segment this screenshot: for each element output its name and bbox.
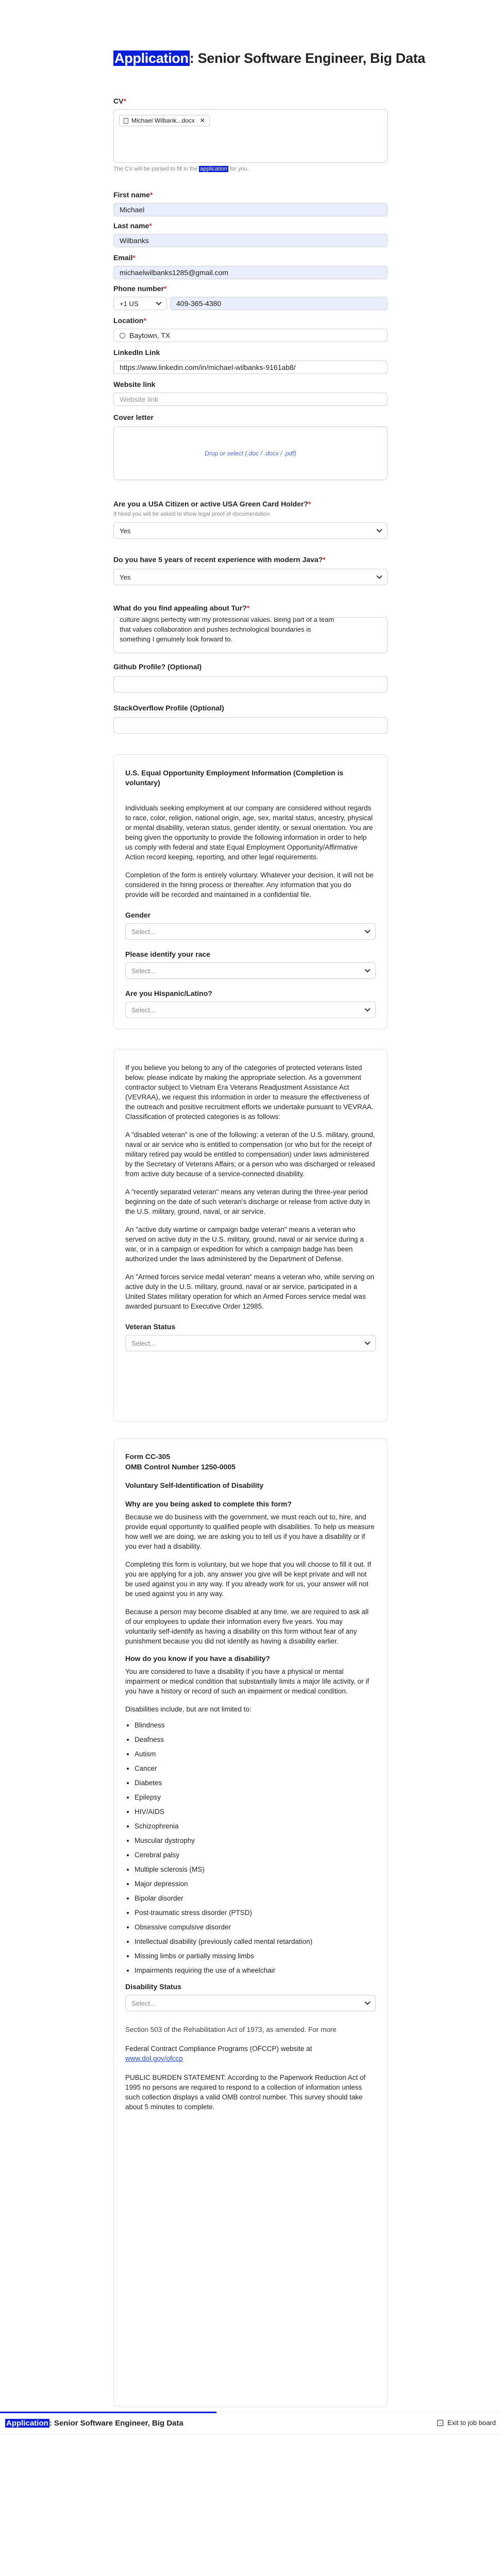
last-name-group: Last name* Wilbanks bbox=[113, 222, 388, 247]
appealing-label: What do you find appealing about Tur? bbox=[113, 604, 247, 612]
citizen-label: Are you a USA Citizen or active USA Green Card Holder? bbox=[113, 500, 308, 508]
linkedin-label: LinkedIn Link bbox=[113, 348, 160, 357]
cv-file-name: Michael Wilbank...docx bbox=[131, 117, 195, 124]
linkedin-group bbox=[113, 348, 388, 374]
burden-statement: PUBLIC BURDEN STATEMENT: According to the Paperwork Reduction Act of 1995 no persons are required to respond to a collection of information unless such collection displays a valid OMB control number. This survey should take about 5 minutes to complete. bbox=[125, 2074, 366, 2111]
email-group: Email* michaelwilbanks1285@gmail.com bbox=[113, 253, 388, 279]
disability-paragraph-2: Completing this form is voluntary, but we hope that you will choose to fill it out. If you are applying for a job, any answer you give will be kept private and will not be used against you in any way. If you already work for us, your answer will not be used against you in any way. bbox=[125, 1561, 371, 1598]
race-select[interactable]: Select... bbox=[125, 962, 376, 979]
list-item: • Major depression bbox=[135, 1879, 376, 1889]
how-paragraph: You are considered to have a disability if you have a physical or mental impairment or medical condition that substantially limits a major life activity, or if you have a history or record of such an impairment or medical condition. bbox=[125, 1668, 370, 1695]
stackoverflow-input[interactable] bbox=[113, 717, 388, 734]
stackoverflow-label: StackOverflow Profile (Optional) bbox=[113, 704, 224, 712]
list-item: • Diabetes bbox=[135, 1778, 376, 1788]
appealing-question: What do you find appealing about Tur?* culture aligns perfectly with my professional values. Being part of a team that values collaboration and pushes technological boundaries is something I genuinely look forward to. bbox=[113, 604, 388, 653]
location-input[interactable]: Baytown, TX bbox=[113, 329, 388, 342]
hispanic-select[interactable]: Select... bbox=[125, 1002, 376, 1018]
exit-link[interactable]: → Exit to job board bbox=[438, 2419, 496, 2427]
cv-label: CV bbox=[113, 97, 124, 105]
chevron-down-icon bbox=[376, 573, 382, 579]
phone-input[interactable]: 409-365-4380 bbox=[170, 297, 388, 310]
disability-section bbox=[113, 1438, 388, 2407]
veteran-status-label: Veteran Status bbox=[125, 1323, 176, 1331]
veteran-paragraph-3: A "recently separated veteran" means any veteran during the three-year period beginning on the date of such veteran's discharge or release from active duty in the U.S. military, ground, naval, or air service. bbox=[125, 1188, 370, 1215]
disability-paragraph-3: Because a person may become disabled at any time, we are required to ask all of our employees to update their information every five years. You may voluntarily self-identify as having a disability on this form without fear of any punishment because you did not identify as having a disability earlier. bbox=[125, 1608, 369, 1645]
list-item: • Impairments requiring the use of a wheelchair bbox=[135, 1965, 376, 1975]
list-item: • Blindness bbox=[135, 1720, 376, 1730]
chevron-down-icon bbox=[156, 299, 161, 305]
list-intro: Disabilities include, but are not limited to: bbox=[125, 1705, 252, 1713]
github-input[interactable] bbox=[113, 676, 388, 692]
list-item: • Bipolar disorder bbox=[135, 1893, 376, 1903]
chevron-down-icon bbox=[364, 1339, 370, 1345]
disability-title: Voluntary Self-Identification of Disability bbox=[125, 1481, 264, 1489]
location-label: Location bbox=[113, 316, 144, 325]
appealing-line-3: something I genuinely look forward to. bbox=[120, 635, 232, 643]
cv-section: CV* Michael Wilbank...docx ✕ The CV will be parsed to fill in the application for you. bbox=[113, 97, 388, 172]
linkedin-input[interactable]: https://www.linkedin.com/in/michael-wilbanks-9161ab8/ bbox=[113, 361, 388, 374]
title-rest: : Senior Software Engineer, Big Data bbox=[189, 50, 426, 66]
gender-select[interactable]: Select... bbox=[125, 923, 376, 940]
first-name-input[interactable]: Michael bbox=[113, 203, 388, 216]
last-name-input[interactable]: Wilbanks bbox=[113, 234, 388, 247]
chevron-down-icon bbox=[364, 927, 370, 933]
gender-label: Gender bbox=[125, 911, 151, 919]
exit-icon: → bbox=[438, 2419, 443, 2425]
list-item: • HIV/AIDS bbox=[135, 1807, 376, 1817]
list-item: • Autism bbox=[135, 1749, 376, 1759]
disability-list bbox=[125, 1720, 376, 1975]
hispanic-label: Are you Hispanic/Latino? bbox=[125, 989, 212, 997]
chevron-down-icon bbox=[364, 967, 370, 972]
list-item: • Cerebral palsy bbox=[135, 1850, 376, 1860]
search-icon bbox=[120, 333, 125, 338]
cover-letter-dropzone[interactable]: Drop or select (.doc / .docx / .pdf) bbox=[113, 427, 388, 480]
cv-note: The CV will be parsed to fill in the application for you. bbox=[113, 166, 249, 172]
form-id: Form CC-305 bbox=[125, 1452, 171, 1461]
sticky-title: Application : Senior Software Engineer, Big Data bbox=[6, 2419, 183, 2428]
citizen-select[interactable]: Yes bbox=[113, 522, 388, 539]
cv-dropzone[interactable] bbox=[113, 109, 388, 163]
list-item: • Multiple sclerosis (MS) bbox=[135, 1865, 376, 1874]
veteran-paragraph-1: If you believe you belong to any of the categories of protected veterans listed below, please indicate by making the appropriate selection. As a government contractor subject to Vietnam Era Veterans Readjustment Assistance Act (VEVRAA), we request this information in order to measure the effectiveness of the outreach and positive recruitment efforts we undertake pursuant to VEVRAA. Classification of protected categories is as follows: bbox=[125, 1064, 374, 1121]
section-503-text: Section 503 of the Rehabilitation Act of 1973, as amended. For more bbox=[125, 2026, 337, 2033]
how-heading: How do you know if you have a disability? bbox=[125, 1654, 270, 1663]
eeo-heading: U.S. Equal Opportunity Employment Information (Completion is voluntary) bbox=[125, 769, 344, 787]
why-paragraph: Because we do business with the government, we must reach out to, hire, and provide equal opportunity to qualified people with disabilities. To help us measure how well we are doing, we are asking you to tell us if you have a disability or if you ever had a disability. bbox=[125, 1513, 375, 1550]
close-icon[interactable]: ✕ bbox=[199, 117, 205, 124]
eeo-paragraph-1: Individuals seeking employment at our company are considered without regards to race, color, religion, national origin, age, sex, marital status, ancestry, physical or mental disability, veteran status, gender identity, or sexual orientation. You are being given the opportunity to provide the following information in order to help us comply with federal and state Equal Employment Opportunity/Affirmative Action record keeping, reporting, and other legal requirements. bbox=[125, 804, 373, 861]
list-item: • Deafness bbox=[135, 1735, 376, 1744]
list-item: • Obsessive compulsive disorder bbox=[135, 1922, 376, 1932]
title-highlight: Application bbox=[114, 50, 189, 66]
github-group bbox=[113, 663, 388, 692]
java-select[interactable]: Yes bbox=[113, 569, 388, 585]
first-name-group: First name* Michael bbox=[113, 191, 388, 216]
veteran-paragraph-5: An "Armed forces service medal veteran" means a veteran who, while serving on active duty in the U.S. military, ground, naval or air service, participated in a United States military operation for which an Armed Forces service medal was awarded pursuant to Executive Order 12985. bbox=[125, 1273, 375, 1310]
cv-file-chip[interactable] bbox=[119, 115, 210, 126]
list-item: • Epilepsy bbox=[135, 1792, 376, 1802]
citizen-question: Are you a USA Citizen or active USA Green Card Holder?* If hired you will be asked to show legal proof of documentation Yes bbox=[113, 500, 388, 539]
list-item: • Muscular dystrophy bbox=[135, 1836, 376, 1845]
stackoverflow-group bbox=[113, 704, 388, 734]
list-item: • Post-traumatic stress disorder (PTSD) bbox=[135, 1908, 376, 1918]
chevron-down-icon bbox=[364, 1006, 370, 1011]
veteran-paragraph-4: An "active duty wartime or campaign badge veteran" means a veteran who served on active duty in the U.S. military, ground, naval or air service during a war, or in a campaign or expedition for which a campaign badge has been authorized under the laws administered by the Department of Defense. bbox=[125, 1226, 364, 1263]
phone-country-select[interactable]: +1 US bbox=[113, 297, 167, 310]
disability-status-select[interactable]: Select... bbox=[125, 1995, 376, 2011]
java-question: Do you have 5 years of recent experience with modern Java?* Yes bbox=[113, 555, 388, 585]
ofccp-text: Federal Contract Compliance Programs (OFCCP) website at bbox=[125, 2045, 312, 2053]
race-label: Please identify your race bbox=[125, 950, 210, 958]
first-name-label: First name bbox=[113, 191, 150, 199]
eeo-section bbox=[113, 754, 388, 1029]
appealing-line-2: that values collaboration and pushes technological boundaries is bbox=[120, 625, 311, 633]
last-name-label: Last name bbox=[113, 222, 149, 230]
list-item: • Cancer bbox=[135, 1764, 376, 1773]
phone-group: Phone number* +1 US 409-365-4380 bbox=[113, 284, 388, 310]
email-input[interactable]: michaelwilbanks1285@gmail.com bbox=[113, 266, 388, 279]
list-item: • Schizophrenia bbox=[135, 1821, 376, 1831]
email-label: Email bbox=[113, 253, 133, 262]
chevron-down-icon bbox=[364, 1999, 370, 2005]
why-heading: Why are you being asked to complete this form? bbox=[125, 1500, 292, 1508]
website-group bbox=[113, 380, 388, 406]
page-title bbox=[113, 50, 425, 66]
chevron-down-icon bbox=[376, 527, 382, 532]
omb-number: OMB Control Number 1250-0005 bbox=[125, 1463, 236, 1471]
list-item: • Intellectual disability (previously called mental retardation) bbox=[135, 1937, 376, 1946]
ofccp-link[interactable]: www.dol.gov/ofccp bbox=[125, 2055, 183, 2062]
cover-letter-label: Cover letter bbox=[113, 413, 154, 421]
sticky-header bbox=[0, 2411, 501, 2434]
github-label: Github Profile? (Optional) bbox=[113, 663, 202, 671]
veteran-paragraph-2: A "disabled veteran" is one of the following: a veteran of the U.S. military, ground, naval or air service who is entitled to compensation (or who but for the receipt of military retired pay would be entitled to compensation) under laws administered by the Secretary of Veterans Affairs; or a person who was discharged or released from active duty because of a service-connected disability. bbox=[125, 1131, 375, 1178]
website-label: Website link bbox=[113, 380, 156, 388]
appealing-line-1: culture aligns perfectly with my professional values. Being part of a team bbox=[120, 617, 335, 623]
appealing-textarea[interactable] bbox=[113, 617, 388, 653]
veteran-status-select[interactable]: Select... bbox=[125, 1335, 376, 1351]
list-item: • Missing limbs or partially missing limbs bbox=[135, 1951, 376, 1961]
citizen-sub: If hired you will be asked to show legal proof of documentation bbox=[113, 511, 270, 517]
file-icon bbox=[124, 118, 128, 124]
java-label: Do you have 5 years of recent experience with modern Java? bbox=[113, 555, 323, 564]
progress-bar bbox=[0, 2412, 216, 2413]
location-group: Location* Baytown, TX bbox=[113, 316, 388, 342]
eeo-paragraph-2: Completion of the form is entirely voluntary. Whatever your decision, it will not be considered in the hiring process or thereafter. Any information that you do provide will be recorded and maintained in a confidential file. bbox=[125, 871, 374, 899]
disability-status-label: Disability Status bbox=[125, 1982, 181, 1991]
website-input[interactable]: Website link bbox=[113, 393, 388, 406]
phone-label: Phone number bbox=[113, 284, 164, 293]
cover-letter-group bbox=[113, 413, 388, 480]
veteran-section bbox=[113, 1049, 388, 1422]
